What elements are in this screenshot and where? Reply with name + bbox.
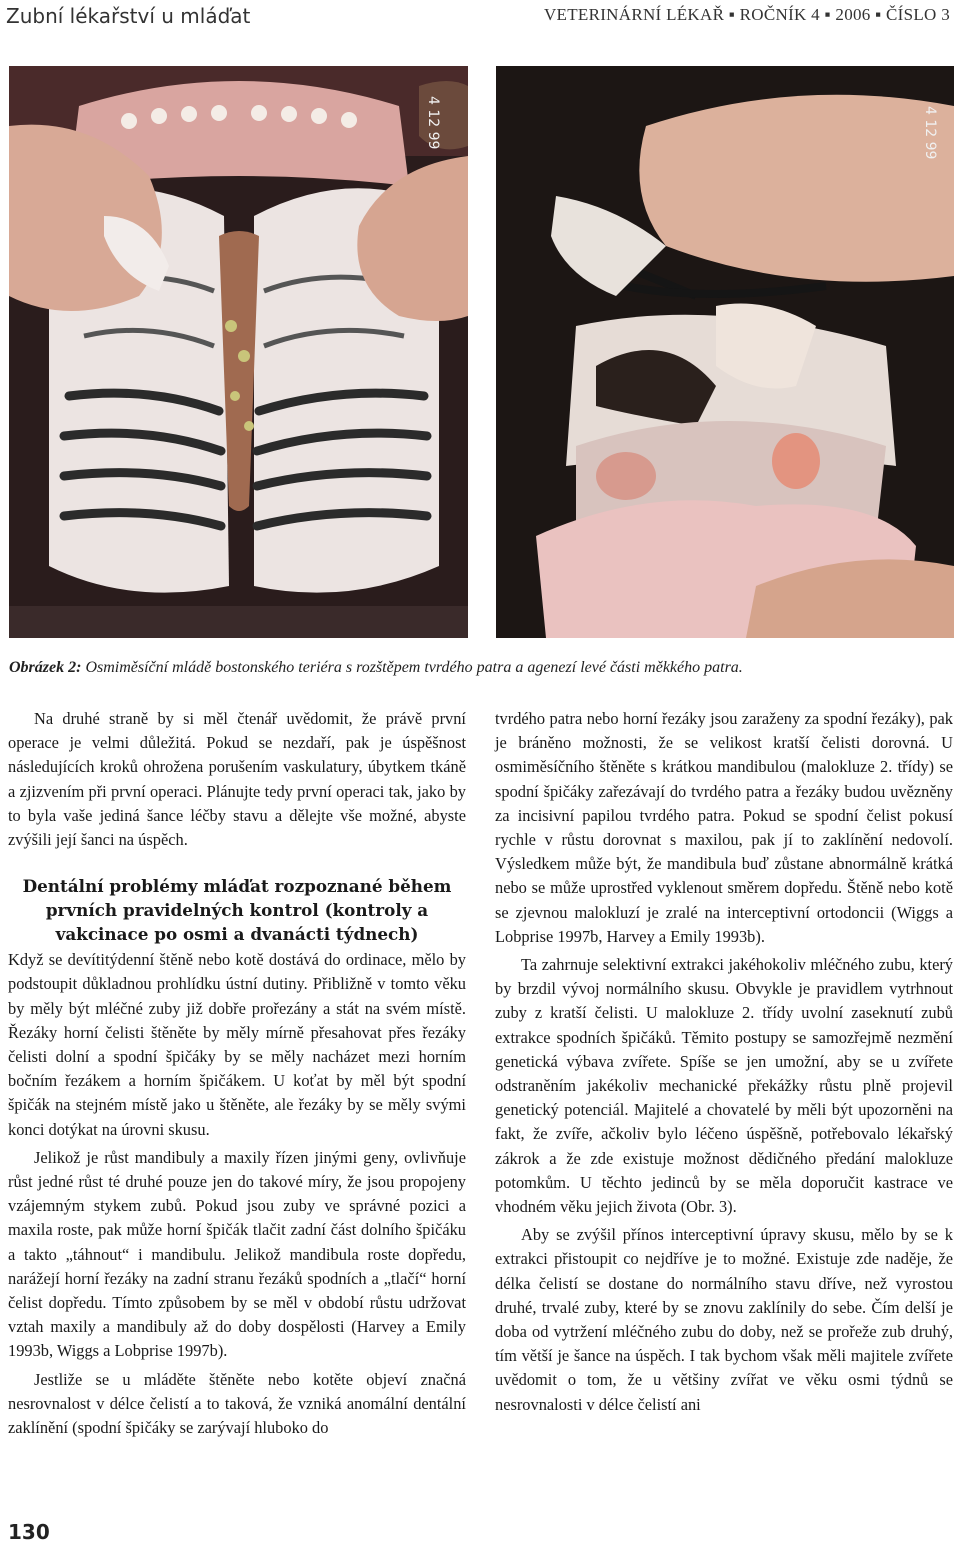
paragraph: Jelikož je růst mandibuly a maxily řízen jinými geny, ovlivňuje růst jedné růst té druhé pouze jen do takové míry, že jsou propojeny vzájemným stykem zubů. Pokud jsou zuby ve správné pozici a maxila roste, pak může horní špičák tlačit zadní část dolního špičáku a takto „táhnout“ i mandibulu. Jelikož mandibula roste dopředu, narážejí horní řezáky na zadní stranu řezáků spodních a „tlačí“ horní čelist dopředu. Tímto způsobem by se měl v období růstu udržovat vztah maxily a mandibuly až do doby dospělosti (Harvey a Emily 1993b, Wiggs a Lobprise 1997b). [8, 1147, 466, 1361]
page-number: 130 [8, 1520, 50, 1544]
photo-date-stamp: 4 12 99 [425, 96, 441, 150]
figure-photo-soft-palate [496, 66, 954, 638]
photo-date-stamp: 4 12 99 [922, 106, 938, 160]
figure-photo-palate-cleft [9, 66, 468, 638]
paragraph: Když se devítitýdenní štěně nebo kotě dostává do ordinace, mělo by podstoupit důkladnou prohlídku ústní dutiny. Přibližně v tomto věku by měly být mléčné zuby již dobře prořezány a stát na svém místě. Řezáky horní čelisti štěněte by měly mírně přesahovat přes řezáky čelisti dolní a spodní špičáky by se měly nacházet mezi horním bočním řezákem a horním špičákem. U koťat by měl být spodní špičák na stejném místě jako u štěněte, ale řezáky by se měly svými konci dotýkat na úrovni skusu. [8, 950, 466, 1139]
section-subheading: Dentální problémy mláďat rozpoznané během prvních pravidelných kontrol (kontroly a vakcinace po osmi a dvanácti týdnech) [22, 876, 452, 945]
paragraph: Aby se zvýšil přínos interceptivní úpravy skusu, mělo by se k extrakci přistoupit co nejdříve je to možné. Existuje zde naděje, že délka čelistí se dostane do normálního stavu dříve, než vyrostou druhé, trvalé zuby, které by se znovu zaklínily do sebe. Čím delší je doba od vytržení mléčného zubu do doby, než se prořeže zub druhý, tím větší je šance na úspěch. I tak bychom však měli majitele zvířete uvědomit o tom, že u většiny zvířat ve věku osmi týdnů se nesrovnalosti v délce čelistí ani [495, 1225, 953, 1414]
section-title: Zubní lékařství u mláďat [6, 4, 251, 28]
paragraph: tvrdého patra nebo horní řezáky jsou zaraženy za spodní řezáky), pak je bráněno možnosti, že se velikost kratší čelisti dorovná. U osmiměsíčního štěněte s krátkou mandibulou (malokluze 2. třídy) se spodní špičáky zařezávají do tvrdého patra a řezáky budou uvězněny za incisivní papilou tvrdého patra. Pokud se spodní čelist pokusí rychle v růstu dorovnat s maxilou, pak jí to zaklínění nedovolí. Výsledkem může být, že mandibula buď zůstane abnormálně krátká nebo se může uprostřed vyklenout směrem dopředu. Štěně nebo kotě se zjevnou malokluzí je zralé na interceptivní ortodoncii (Wiggs a Lobprise 1997b, Harvey a Emily 1993b). [495, 709, 953, 946]
figure-caption [9, 659, 954, 677]
paragraph: Ta zahrnuje selektivní extrakci jakéhokoliv mléčného zubu, který by brzdil vývoj normálního skusu. Obvykle je pravidlem vytrhnout zuby z kratší čelisti. U malokluze 2. třídy uvolní zaseknutí zubů extrakce spodních špičáků. Těmito postupy se samozřejmě nezmění genetická výbava zvířete. Spíše se jen umožní, aby se u zvířete odstraněním jakékoliv mechanické překážky růstu plně projevil genetický potenciál. Majitelé a chovatelé by měli být upozorněni na fakt, že zvíře, ačkoliv bylo léčeno úspěšně, potřebovalo lékařský zákrok a že zde existuje možnost dědičného předání malokluze potomkům. U těchto jedinců by se měla doporučit kastrace ve vhodném věku jejich života (Obr. 3). [495, 955, 953, 1217]
left-text-column [8, 707, 466, 1440]
journal-header: VETERINÁRNÍ LÉKAŘ ▪ ROČNÍK 4 ▪ 2006 ▪ ČÍSLO 3 [543, 5, 950, 24]
caption-label: Obrázek 2: [9, 659, 82, 676]
right-text-column [495, 707, 953, 1417]
caption-text: Osmiměsíční mládě bostonského teriéra s rozštěpem tvrdého patra a agenezí levé části měkkého patra. [81, 659, 743, 676]
paragraph: Jestliže se u mláděte štěněte nebo kotěte objeví značná nesrovnalost v délce čelistí a to taková, že vzniká anomální dentální zaklínění (spodní špičáky se zarývají hluboko do [8, 1369, 466, 1438]
paragraph: Na druhé straně by si měl čtenář uvědomit, že právě první operace je velmi důležitá. Pokud se nezdaří, pak je úspěšnost následujících kroků ohrožena porušením vaskulatury, úbytkem tkáně a zjizvením při první operaci. Plánujte tedy první operaci tak, jako by to byla vaše jediná šance léčby stavu a dělejte vše možné, abyste zvýšili její šanci na úspěch. [8, 709, 466, 850]
